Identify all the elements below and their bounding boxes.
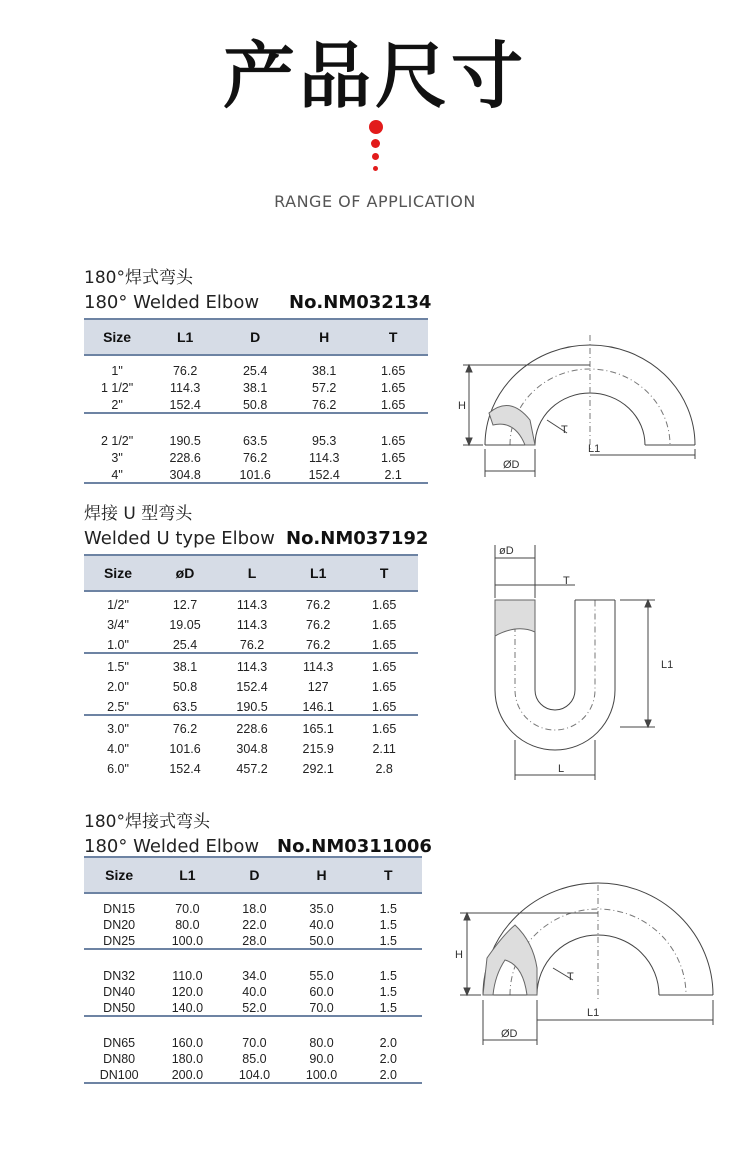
table-cell: 457.2 [236,762,268,776]
table-cell: 70.0 [242,1036,267,1050]
table-cell: 3" [111,451,123,465]
column-header: T [355,857,422,893]
table-cell: DN65 [103,1036,136,1050]
table-cell: 76.2 [172,364,198,378]
table-cell: 200.0 [154,1066,220,1083]
section-title-en-text: 180° Welded Elbow [84,836,260,857]
table-cell: 6.0" [107,762,129,776]
column-header: H [288,857,354,893]
table-cell: DN25 [84,932,154,949]
table-cell: 2.1 [358,465,428,483]
table-row [84,413,428,448]
table-cell: 40.0 [309,918,334,932]
spec-table-180-welded-elbow-dn [84,856,422,1084]
table-cell: 127 [307,680,329,694]
table-row [84,674,418,694]
table-cell: 1.5 [379,902,397,916]
table-cell: 228.6 [169,451,201,465]
table-cell: 1.65 [380,434,406,448]
table-cell: 57.2 [312,381,337,395]
table-cell: 1.5 [379,985,397,999]
table-header-row [84,555,418,591]
column-header: L1 [154,857,220,893]
table-cell: 1.65 [380,451,406,465]
table-cell: 165.1 [302,722,334,736]
page-subtitle: RANGE OF APPLICATION [274,192,476,211]
table-cell: 76.2 [290,395,358,413]
table-cell: 76.2 [306,598,331,612]
elbow-180-diagram-1 [455,325,725,485]
table-cell: 50.0 [288,932,354,949]
table-cell: 1.65 [371,598,397,612]
table-row [84,1050,422,1066]
table-cell: 1.5" [107,660,129,674]
table-cell: 76.2 [286,632,350,653]
section-title-en-text: 180° Welded Elbow [84,292,260,313]
table-header-row [84,319,428,355]
model-number: No.NM0311006 [277,836,432,857]
spec-table-180-welded-elbow [84,318,428,484]
table-row [84,694,418,715]
label-d: ØD [503,459,520,471]
table-cell: 85.0 [242,1052,267,1066]
table-cell: 1.5 [355,999,422,1016]
table-cell: 70.0 [175,902,200,916]
table-cell: 50.8 [220,395,290,413]
table-row [84,893,422,916]
table-cell: 140.0 [154,999,220,1016]
label-t: T [561,424,568,436]
label-t: T [563,575,570,587]
section-180-welded-elbow [84,266,432,316]
table-cell: 95.3 [312,434,337,448]
table-cell: 152.4 [169,762,201,776]
column-header: D [220,857,288,893]
table-row [84,653,418,674]
table-cell: 80.0 [309,1036,334,1050]
table-cell: 3/4" [107,618,129,632]
table-row [84,395,428,413]
table-cell: 4.0" [107,742,129,756]
table-cell: 1.65 [371,722,397,736]
table-cell: 160.0 [171,1036,204,1050]
table-cell: 104.0 [220,1066,288,1083]
column-header: Size [84,555,152,591]
table-row [84,612,418,632]
table-row [84,949,422,983]
table-cell: 38.1 [172,660,198,674]
table-cell: 152.4 [236,680,268,694]
table-cell: 292.1 [302,762,334,776]
table-cell: 100.0 [154,932,220,949]
table-cell: 25.4 [152,632,218,653]
section-title-en [84,290,432,316]
table-cell: 60.0 [309,985,334,999]
table-cell: 2.0" [107,680,129,694]
table-cell: 1.65 [350,632,418,653]
section-180-welded-elbow-dn [84,810,432,860]
table-row [84,916,422,932]
table-row [84,1016,422,1050]
table-cell: 2 1/2" [100,434,134,448]
table-cell: 101.6 [220,465,290,483]
table-cell: 1.65 [371,680,397,694]
table-cell: 114.3 [169,381,201,395]
table-cell: 80.0 [175,918,200,932]
label-l1: L1 [588,443,601,455]
section-title-cn: 180°焊接式弯头 [84,812,210,832]
label-l1: L1 [587,1007,600,1019]
table-cell: 1.5 [379,969,397,983]
table-row [84,1066,422,1083]
table-cell: 101.6 [169,742,201,756]
table-cell: 76.2 [306,618,331,632]
table-cell: DN50 [84,999,154,1016]
table-cell: 180.0 [171,1052,204,1066]
table-row [84,756,418,776]
column-header: øD [152,555,218,591]
elbow-180-diagram-2 [455,880,725,1050]
table-cell: 2.0 [379,1036,397,1050]
section-title-en [84,526,429,552]
table-row [84,932,422,949]
column-header: Size [84,857,154,893]
table-cell: 76.2 [172,722,198,736]
table-cell: DN80 [103,1052,136,1066]
table-row [84,715,418,736]
table-cell: 190.5 [169,434,201,448]
table-cell: 1.65 [358,395,428,413]
table-cell: 1.65 [380,381,406,395]
table-cell: 114.3 [309,451,340,465]
column-header: D [220,319,290,355]
table-cell: 120.0 [171,985,204,999]
table-cell: DN20 [103,918,136,932]
model-number: No.NM037192 [286,528,429,549]
column-header: T [358,319,428,355]
table-cell: 34.0 [242,969,267,983]
table-cell: 1.65 [371,618,397,632]
section-title-cn: 180°焊式弯头 [84,268,193,288]
table-cell: 304.8 [150,465,220,483]
column-header: H [290,319,358,355]
table-cell: DN15 [103,902,136,916]
table-cell: 38.1 [312,364,337,378]
table-cell: 38.1 [242,381,268,395]
column-header: L1 [286,555,350,591]
table-cell: 52.0 [220,999,288,1016]
model-number: No.NM032134 [289,292,432,313]
table-row [84,448,428,465]
table-row [84,355,428,378]
label-h: H [455,949,463,961]
table-cell: 1.65 [350,694,418,715]
table-row [84,465,428,483]
table-cell: 2.8 [375,762,393,776]
table-cell: 114.3 [236,598,268,612]
table-cell: 215.9 [302,742,334,756]
table-cell: 25.4 [242,364,268,378]
page-title: 产品尺寸 [222,34,527,118]
table-cell: 76.2 [218,632,286,653]
table-cell: 19.05 [169,618,201,632]
table-cell: 190.5 [218,694,286,715]
table-cell: 1.5 [379,918,397,932]
label-h: H [458,400,466,412]
table-cell: 2" [84,395,150,413]
table-cell: 110.0 [172,969,203,983]
table-cell: 1" [111,364,123,378]
column-header: L [218,555,286,591]
column-header: T [350,555,418,591]
table-row [84,983,422,999]
table-cell: 1.5 [355,932,422,949]
table-cell: 100.0 [288,1066,354,1083]
table-cell: 1.65 [380,364,406,378]
table-cell: 3.0" [107,722,129,736]
table-cell: 152.4 [150,395,220,413]
table-cell: 90.0 [309,1052,334,1066]
table-cell: 2.0 [355,1066,422,1083]
spec-table-u-type-elbow [84,554,418,776]
table-cell: 22.0 [242,918,267,932]
label-t: T [567,971,574,983]
table-cell: 152.4 [290,465,358,483]
decorative-dots [366,120,386,180]
table-row [84,632,418,653]
table-cell: 55.0 [309,969,334,983]
table-row [84,736,418,756]
table-cell: DN100 [84,1066,154,1083]
section-title-cn: 焊接 U 型弯头 [84,504,193,524]
table-cell: 12.7 [172,598,198,612]
table-cell: 35.0 [309,902,334,916]
table-cell: 114.3 [236,660,268,674]
table-cell: 76.2 [242,451,268,465]
label-l: L [558,763,565,775]
table-cell: DN40 [103,985,136,999]
column-header: Size [84,319,150,355]
label-d: ØD [501,1028,518,1040]
table-cell: 40.0 [242,985,267,999]
table-cell: 114.3 [303,660,334,674]
section-u-type-elbow [84,502,429,552]
table-cell: 114.3 [236,618,268,632]
table-cell: 50.8 [172,680,198,694]
table-cell: 63.5 [242,434,268,448]
table-cell: 4" [84,465,150,483]
table-cell: 2.5" [84,694,152,715]
table-cell: 18.0 [242,902,267,916]
table-header-row [84,857,422,893]
table-cell: 1.0" [84,632,152,653]
table-cell: 1/2" [107,598,129,612]
table-cell: 304.8 [236,742,268,756]
table-cell: 2.11 [372,742,396,756]
label-l1: L1 [661,659,674,671]
table-row [84,378,428,395]
table-cell: 63.5 [152,694,218,715]
table-cell: DN32 [103,969,136,983]
table-cell: 28.0 [220,932,288,949]
table-row [84,999,422,1016]
section-title-en-text: Welded U type Elbow [84,528,275,549]
table-cell: 70.0 [288,999,354,1016]
table-cell: 146.1 [286,694,350,715]
table-cell: 2.0 [379,1052,397,1066]
table-row [84,591,418,612]
column-header: L1 [150,319,220,355]
label-d: øD [499,545,514,557]
u-type-elbow-diagram [455,540,685,785]
table-cell: 1 1/2" [100,381,134,395]
table-cell: 1.65 [371,660,397,674]
table-cell: 228.6 [236,722,268,736]
